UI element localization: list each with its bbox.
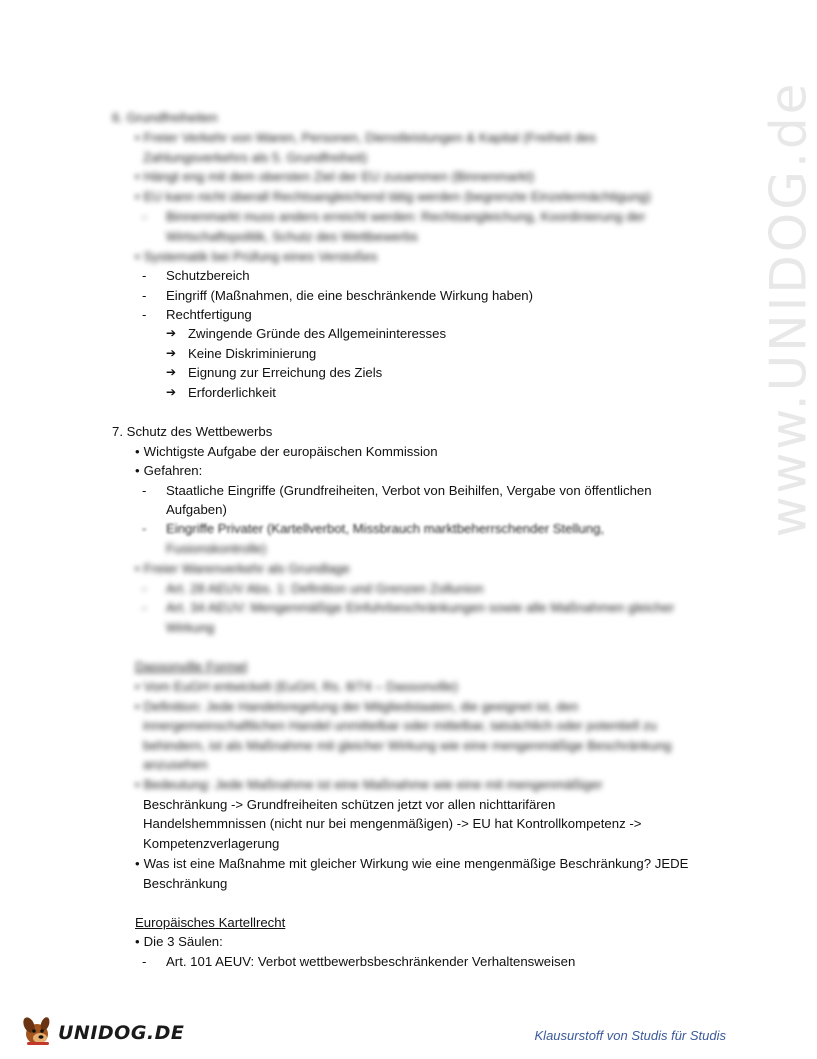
kartellrecht-dash-1: - Art. 101 AEUV: Verbot wettbewerbsbeschränkender Verhaltensweisen xyxy=(166,952,575,971)
dassonville-bullet-2-cont-3: anzusehen xyxy=(143,757,208,772)
dassonville-bullet-3-cont-3: Kompetenzverlagerung xyxy=(143,836,280,851)
dog-icon xyxy=(22,1015,56,1050)
s7-dash-3: - Art. 28 AEUV Abs. 1: Definition und Grenzen Zollunion xyxy=(166,579,483,598)
s6-dash-1-cont: Wirtschaftspolitik, Schutz des Wettbewerbs xyxy=(166,229,418,244)
s6-arrow-4: ➔ Erforderlichkeit xyxy=(188,383,276,402)
dassonville-bullet-2-cont-1: innergemeinschaftlichen Handel unmittelbar oder mittelbar, tatsächlich oder potentiell zu xyxy=(143,718,657,733)
s6-arrow-1: ➔ Zwingende Gründe des Allgemeininteresses xyxy=(188,324,446,343)
dassonville-bullet-3-cont-1: Beschränkung -> Grundfreiheiten schützen jetzt vor allen nichttarifären xyxy=(143,797,556,812)
s6-bullet-4: • Systematik bei Prüfung eines Verstoßes xyxy=(135,247,377,266)
s7-dash-4: - Art. 34 AEUV: Mengenmäßige Einfuhrbeschränkungen sowie alle Maßnahmen gleicher xyxy=(166,598,674,617)
kartellrecht-bullet-1: • Die 3 Säulen: xyxy=(135,932,223,951)
dassonville-bullet-3: • Bedeutung: Jede Maßnahme ist eine Maßnahme wie eine mit mengenmäßiger xyxy=(135,775,603,794)
s7-bullet-3: • Freier Warenverkehr als Grundlage xyxy=(135,559,350,578)
s7-dash-1: - Staatliche Eingriffe (Grundfreiheiten, Verbot von Beihilfen, Vergabe von öffentlichen xyxy=(166,481,652,500)
watermark: www.UNIDOG.de xyxy=(759,80,817,538)
s6-arrow-2: ➔ Keine Diskriminierung xyxy=(188,344,316,363)
s7-dash-1-cont: Aufgaben) xyxy=(166,502,227,517)
footer-slogan: Klausurstoff von Studis für Studis xyxy=(534,1028,726,1043)
s6-dash-rechtfertigung: - Rechtfertigung xyxy=(166,305,252,324)
s6-bullet-1: • Freier Verkehr von Waren, Personen, Dienstleistungen & Kapital (Freiheit des xyxy=(135,128,596,147)
s7-bullet-1: • Wichtigste Aufgabe der europäischen Kommission xyxy=(135,442,438,461)
unidog-logo[interactable] xyxy=(22,1015,184,1050)
dassonville-bullet-4-cont: Beschränkung xyxy=(143,876,228,891)
brand-name: UNIDOG.DE xyxy=(58,1021,185,1044)
s6-arrow-3: ➔ Eignung zur Erreichung des Ziels xyxy=(188,363,382,382)
dassonville-bullet-3-cont-2: Handelshemmnissen (nicht nur bei mengenmäßigen) -> EU hat Kontrollkompetenz -> xyxy=(143,816,642,831)
dassonville-bullet-2-cont-2: behindern, ist als Maßnahme mit gleicher Wirkung wie eine mengenmäßige Beschränkung xyxy=(143,738,672,753)
s6-bullet-2: • Hängt eng mit dem obersten Ziel der EU zusammen (Binnenmarkt) xyxy=(135,167,534,186)
kartellrecht-heading: Europäisches Kartellrecht xyxy=(135,915,286,930)
s6-bullet-1-cont: Zahlungsverkehrs als 5. Grundfreiheit) xyxy=(143,150,368,165)
dassonville-bullet-1: • Vom EuGH entwickelt (EuGH, Rs. 8/74 – Dassonville) xyxy=(135,677,458,696)
section-6-heading: 6. Grundfreiheiten xyxy=(112,110,218,125)
section-7-heading: 7. Schutz des Wettbewerbs xyxy=(112,424,273,439)
s7-bullet-2: • Gefahren: xyxy=(135,461,202,480)
s7-dash-4-cont: Wirkung xyxy=(166,620,215,635)
dassonville-bullet-2: • Definition: Jede Handelsregelung der Mitgliedstaaten, die geeignet ist, den xyxy=(135,697,578,716)
s7-dash-2: - Eingriffe Privater (Kartellverbot, Missbrauch marktbeherrschender Stellung, xyxy=(166,519,604,538)
s7-dash-2-cont: Fusionskontrolle) xyxy=(166,541,267,556)
s6-dash-schutzbereich: - Schutzbereich xyxy=(166,266,250,285)
dassonville-bullet-4: • Was ist eine Maßnahme mit gleicher Wirkung wie eine mengenmäßige Beschränkung? JEDE xyxy=(135,854,688,873)
s6-bullet-3: • EU kann nicht überall Rechtsangleichend tätig werden (begrenzte Einzelermächtigung) xyxy=(135,187,651,206)
dassonville-heading: Dassonville Formel xyxy=(135,659,248,674)
s6-dash-1: - Binnenmarkt muss anders erreicht werden: Rechtsangleichung, Koordinierung der xyxy=(166,207,645,226)
s6-dash-eingriff: - Eingriff (Maßnahmen, die eine beschränkende Wirkung haben) xyxy=(166,286,533,305)
